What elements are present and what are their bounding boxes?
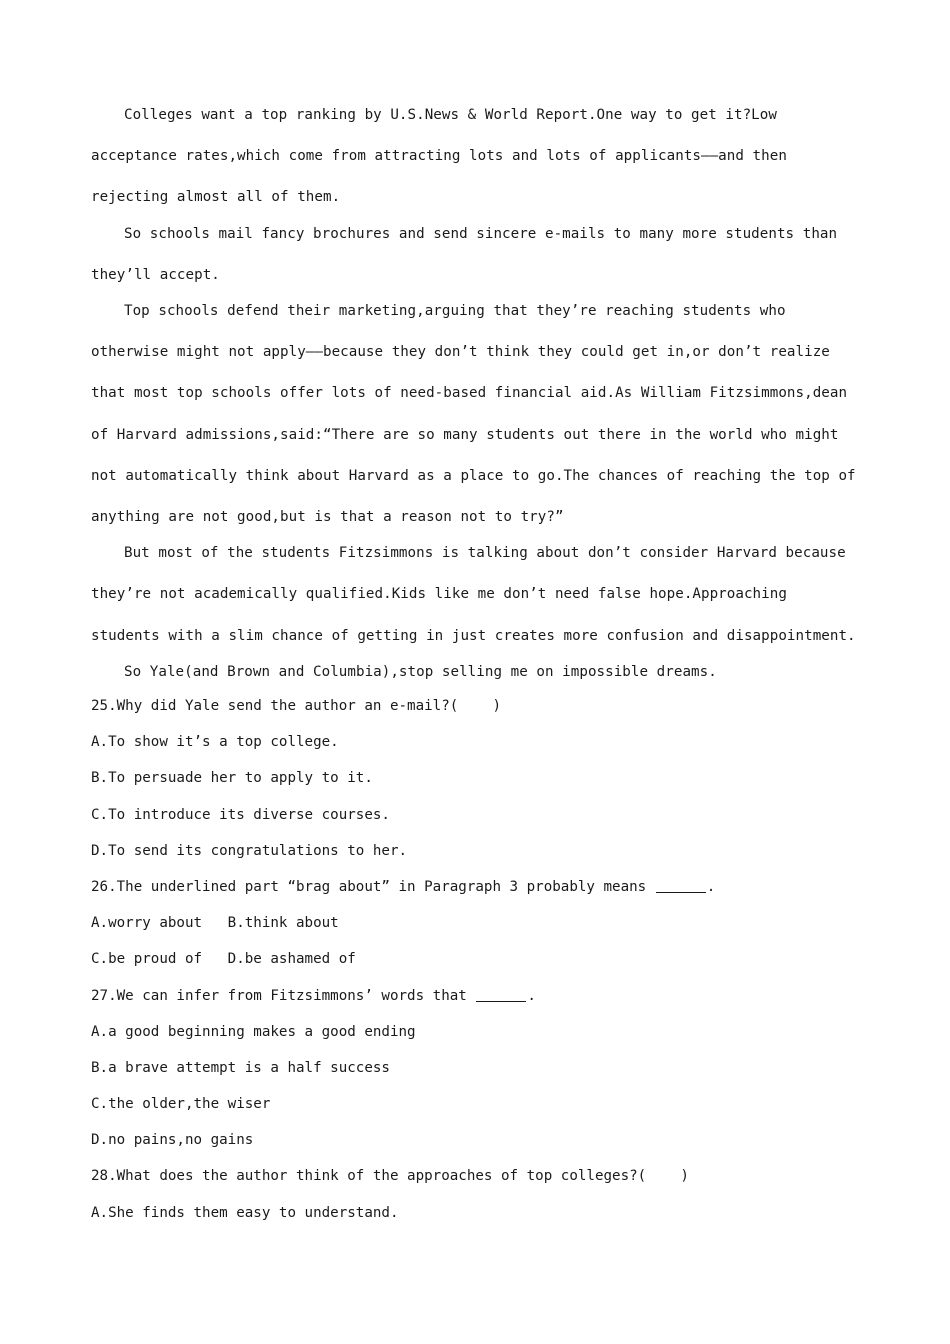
question-list (91, 688, 861, 1231)
question-26-stem-text: 26.The underlined part “brag about” in Paragraph 3 probably means (91, 878, 655, 895)
question-25-stem: 25.Why did Yale send the author an e-mail?( ) (91, 698, 501, 714)
question-28-option-a: A.She finds them easy to understand. (91, 1204, 399, 1221)
question-27-stem (91, 978, 861, 1014)
question-27-stem-text: 27.We can infer from Fitzsimmons’ words that (91, 987, 476, 1004)
question-27-option-b: B.a brave attempt is a half success (91, 1059, 390, 1076)
question-25-option-c: C.To introduce its diverse courses. (91, 806, 390, 823)
answer-blank (476, 987, 526, 1002)
question-27-stem-end: . (527, 987, 536, 1004)
question-26-options-cd: C.be proud of D.be ashamed of (91, 951, 356, 968)
question-28-stem: 28.What does the author think of the approaches of top colleges?( ) (91, 1168, 689, 1185)
question-25-option-a: A.To show it’s a top college. (91, 734, 339, 751)
question-25-option-d: D.To send its congratulations to her. (91, 842, 408, 859)
question-27-option-c: C.the older,the wiser (91, 1096, 271, 1113)
paragraph-2: So schools mail fancy brochures and send sincere e-mails to many more students than they’ll accept. (91, 225, 838, 283)
paragraph-1: Colleges want a top ranking by U.S.News & World Report.One way to get it?Low acceptance rates,which come from attracting lots and lots of applicants——and then rejecting almost all of them. (91, 107, 787, 206)
paragraph-5: So Yale(and Brown and Columbia),stop selling me on impossible dreams. (124, 663, 717, 680)
reading-passage (91, 95, 861, 693)
question-26-stem-end: . (706, 878, 716, 895)
question-27-option-d: D.no pains,no gains (91, 1132, 254, 1149)
paragraph-4: But most of the students Fitzsimmons is talking about don’t consider Harvard because they’re not academically qualified.Kids like me don’t need false hope.Approaching students with a slim chance of getting in just creates more confusion and disappointment. (91, 545, 856, 644)
paragraph-3: Top schools defend their marketing,arguing that they’re reaching students who otherwise might not apply——because they don’t think they could get in,or don’t realize that most top schools offer lots of need-based financial aid.As William Fitzsimmons,dean of Harvard admissions,said:“There are so many students out there in the world who might not automatically think about Harvard as a place to go.The chances of reaching the top of anything are not good,but is that a reason not to try?” (91, 303, 856, 526)
question-25-option-b: B.To persuade her to apply to it. (91, 770, 373, 787)
question-26-options-ab: A.worry about B.think about (91, 915, 339, 932)
question-26-stem (91, 869, 861, 905)
question-27-option-a: A.a good beginning makes a good ending (91, 1023, 416, 1040)
answer-blank (656, 878, 706, 893)
